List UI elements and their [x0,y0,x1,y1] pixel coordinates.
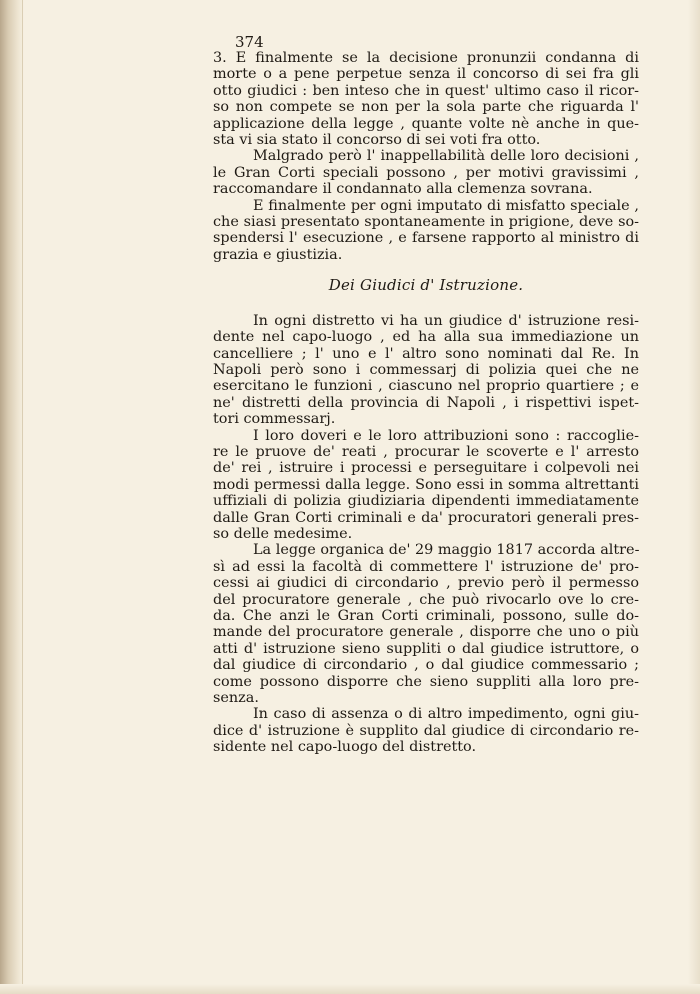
text-line: La legge organica de' 29 maggio 1817 accorda altre- [253,542,640,559]
text-block [213,34,639,756]
page-number: 374 [235,33,264,51]
text-line: senza. [213,690,259,707]
text-line: dalle Gran Corti criminali e da' procuratori generali pres- [213,509,639,526]
text-line: Malgrado però l' inappellabilità delle loro decisioni , [253,148,639,165]
text-line: esercitano le funzioni , ciascuno nel proprio quartiere ; e [213,378,639,395]
text-line: raccomandare il condannato alla clemenza sovrana. [213,181,593,198]
paragraph-legge-organica [213,542,639,706]
text-line: so non compete se non per la sola parte che riguarda l' [213,99,639,116]
text-line: ne' distretti della provincia di Napoli , i rispettivi ispet- [213,394,639,411]
text-line: atti d' istruzione sieno suppliti o dal giudice istruttore, o [213,640,639,657]
text-line: uffiziali di polizia giudiziaria dipendenti immediatamente [213,493,639,510]
text-line: del procuratore generale , che può rivocarlo ove lo cre- [213,591,639,608]
text-line: E finalmente per ogni imputato di misfatto speciale , [253,197,639,214]
text-line: otto giudici : ben inteso che in quest' ultimo caso il ricor- [213,82,639,99]
paragraph-distretto [213,313,639,428]
text-line: modi permessi dalla legge. Sono essi in somma altrettanti [213,476,639,493]
text-line: applicazione della legge , quante volte nè anche in que- [213,115,639,132]
page-edge-bottom [0,984,700,994]
text-line: sta vi sia stato il concorso di sei voti fra otto. [213,132,541,149]
page-edge-right [688,0,700,994]
text-line: In ogni distretto vi ha un giudice d' istruzione resi- [253,312,639,329]
text-line: cancelliere ; l' uno e l' altro sono nominati dal Re. In [213,345,639,362]
text-line: le Gran Corti speciali possono , per motivi gravissimi , [213,164,639,181]
text-line: dente nel capo-luogo , ed ha alla sua immediazione un [213,329,639,346]
text-line: In caso di assenza o di altro impedimento, ogni giu- [253,706,639,723]
text-line: dal giudice di circondario , o dal giudice commessario ; [213,657,639,674]
text-line: tori commessarj. [213,411,336,428]
text-line: 3. E finalmente se la decisione pronunzii condanna di [213,50,639,66]
text-line: da. Che anzi le Gran Corti criminali, possono, sulle do- [213,608,639,624]
page-gutter [0,0,24,994]
text-line: so delle medesime. [213,525,353,542]
text-line: morte o a pene perpetue senza il concorso di sei fra gli [213,66,639,83]
paragraph-condanna [213,50,639,148]
paragraph-assenza [213,706,639,755]
text-line: dice d' istruzione è supplito dal giudice di circondario re- [213,722,639,739]
text-line: sì ad essi la facoltà di commettere l' istruzione de' pro- [213,558,639,575]
text-line: Napoli però sono i commessarj di polizia quei che ne [213,361,639,378]
paragraph-misfatto-speciale [213,198,639,264]
section-heading: Dei Giudici d' Istruzione. [328,276,524,295]
text-line: che siasi presentato spontaneamente in prigione, deve so- [213,214,639,231]
text-line: grazia e giustizia. [213,246,343,263]
text-line: mande del procuratore generale , disporre che uno o più [213,624,639,641]
text-line: I loro doveri e le loro attribuzioni sono : raccoglie- [253,427,639,444]
text-line: re le pruove de' reati , procurar le scoverte e l' arresto [213,443,639,460]
gutter-crease [22,0,23,994]
paragraph-inappellabilita [213,148,639,197]
text-line: cessi ai giudici di circondario , previo però il permesso [213,575,639,592]
text-line: de' rei , istruire i processi e perseguitare i colpevoli nei [213,460,639,477]
text-line: sidente nel capo-luogo del distretto. [213,739,477,756]
paragraph-doveri [213,428,639,543]
text-line: come possono disporre che sieno suppliti alla loro pre- [213,673,639,690]
text-line: spendersi l' esecuzione , e farsene rapporto al ministro di [213,230,639,247]
